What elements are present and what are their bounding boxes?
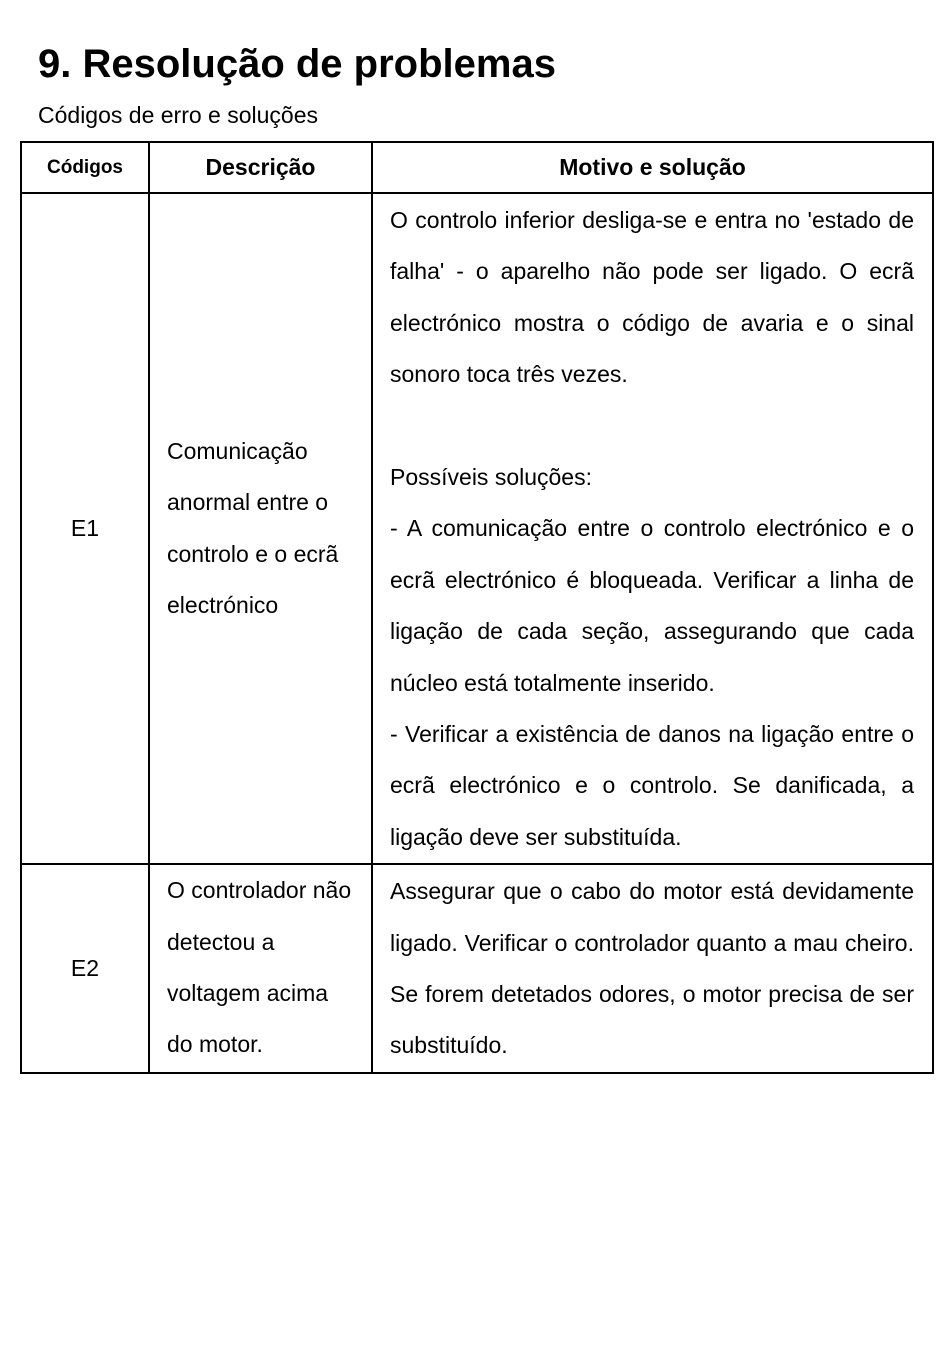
header-reason-solution: Motivo e solução	[372, 142, 933, 193]
table-row	[21, 864, 933, 1073]
spacer	[390, 401, 914, 452]
page-subtitle: Códigos de erro e soluções	[38, 102, 318, 128]
table-header-row	[21, 142, 933, 193]
solutions-label: Possíveis soluções:	[390, 464, 592, 491]
description-cell: O controlador não detectou a voltagem acima do motor.	[149, 864, 372, 1073]
description-cell: Comunicação anormal entre o controlo e o ecrã electrónico	[149, 193, 372, 864]
reason-solution-cell	[372, 193, 933, 864]
page-title: 9. Resolução de problemas	[38, 42, 556, 86]
reason-solution-cell: Assegurar que o cabo do motor está devidamente ligado. Verificar o controlador quanto a mau cheiro. Se forem detetados odores, o motor precisa de ser substituído.	[372, 864, 933, 1073]
error-code-cell: E1	[21, 193, 149, 864]
error-codes-table	[20, 141, 934, 1074]
header-codes: Códigos	[21, 142, 149, 193]
reason-text: O controlo inferior desliga-se e entra no 'estado de falha' - o aparelho não pode ser ligado. O ecrã electrónico mostra o código de avaria e o sinal sonoro toca três vezes.	[390, 207, 914, 388]
header-description: Descrição	[149, 142, 372, 193]
table-row	[21, 193, 933, 864]
error-code-cell: E2	[21, 864, 149, 1073]
solution-item: - A comunicação entre o controlo electrónico e o ecrã electrónico é bloqueada. Verificar a linha de ligação de cada seção, assegurando que cada núcleo está totalmente inserido.	[390, 515, 914, 696]
solution-item: - Verificar a existência de danos na ligação entre o ecrã electrónico e o controlo. Se danificada, a ligação deve ser substituída.	[390, 721, 914, 850]
